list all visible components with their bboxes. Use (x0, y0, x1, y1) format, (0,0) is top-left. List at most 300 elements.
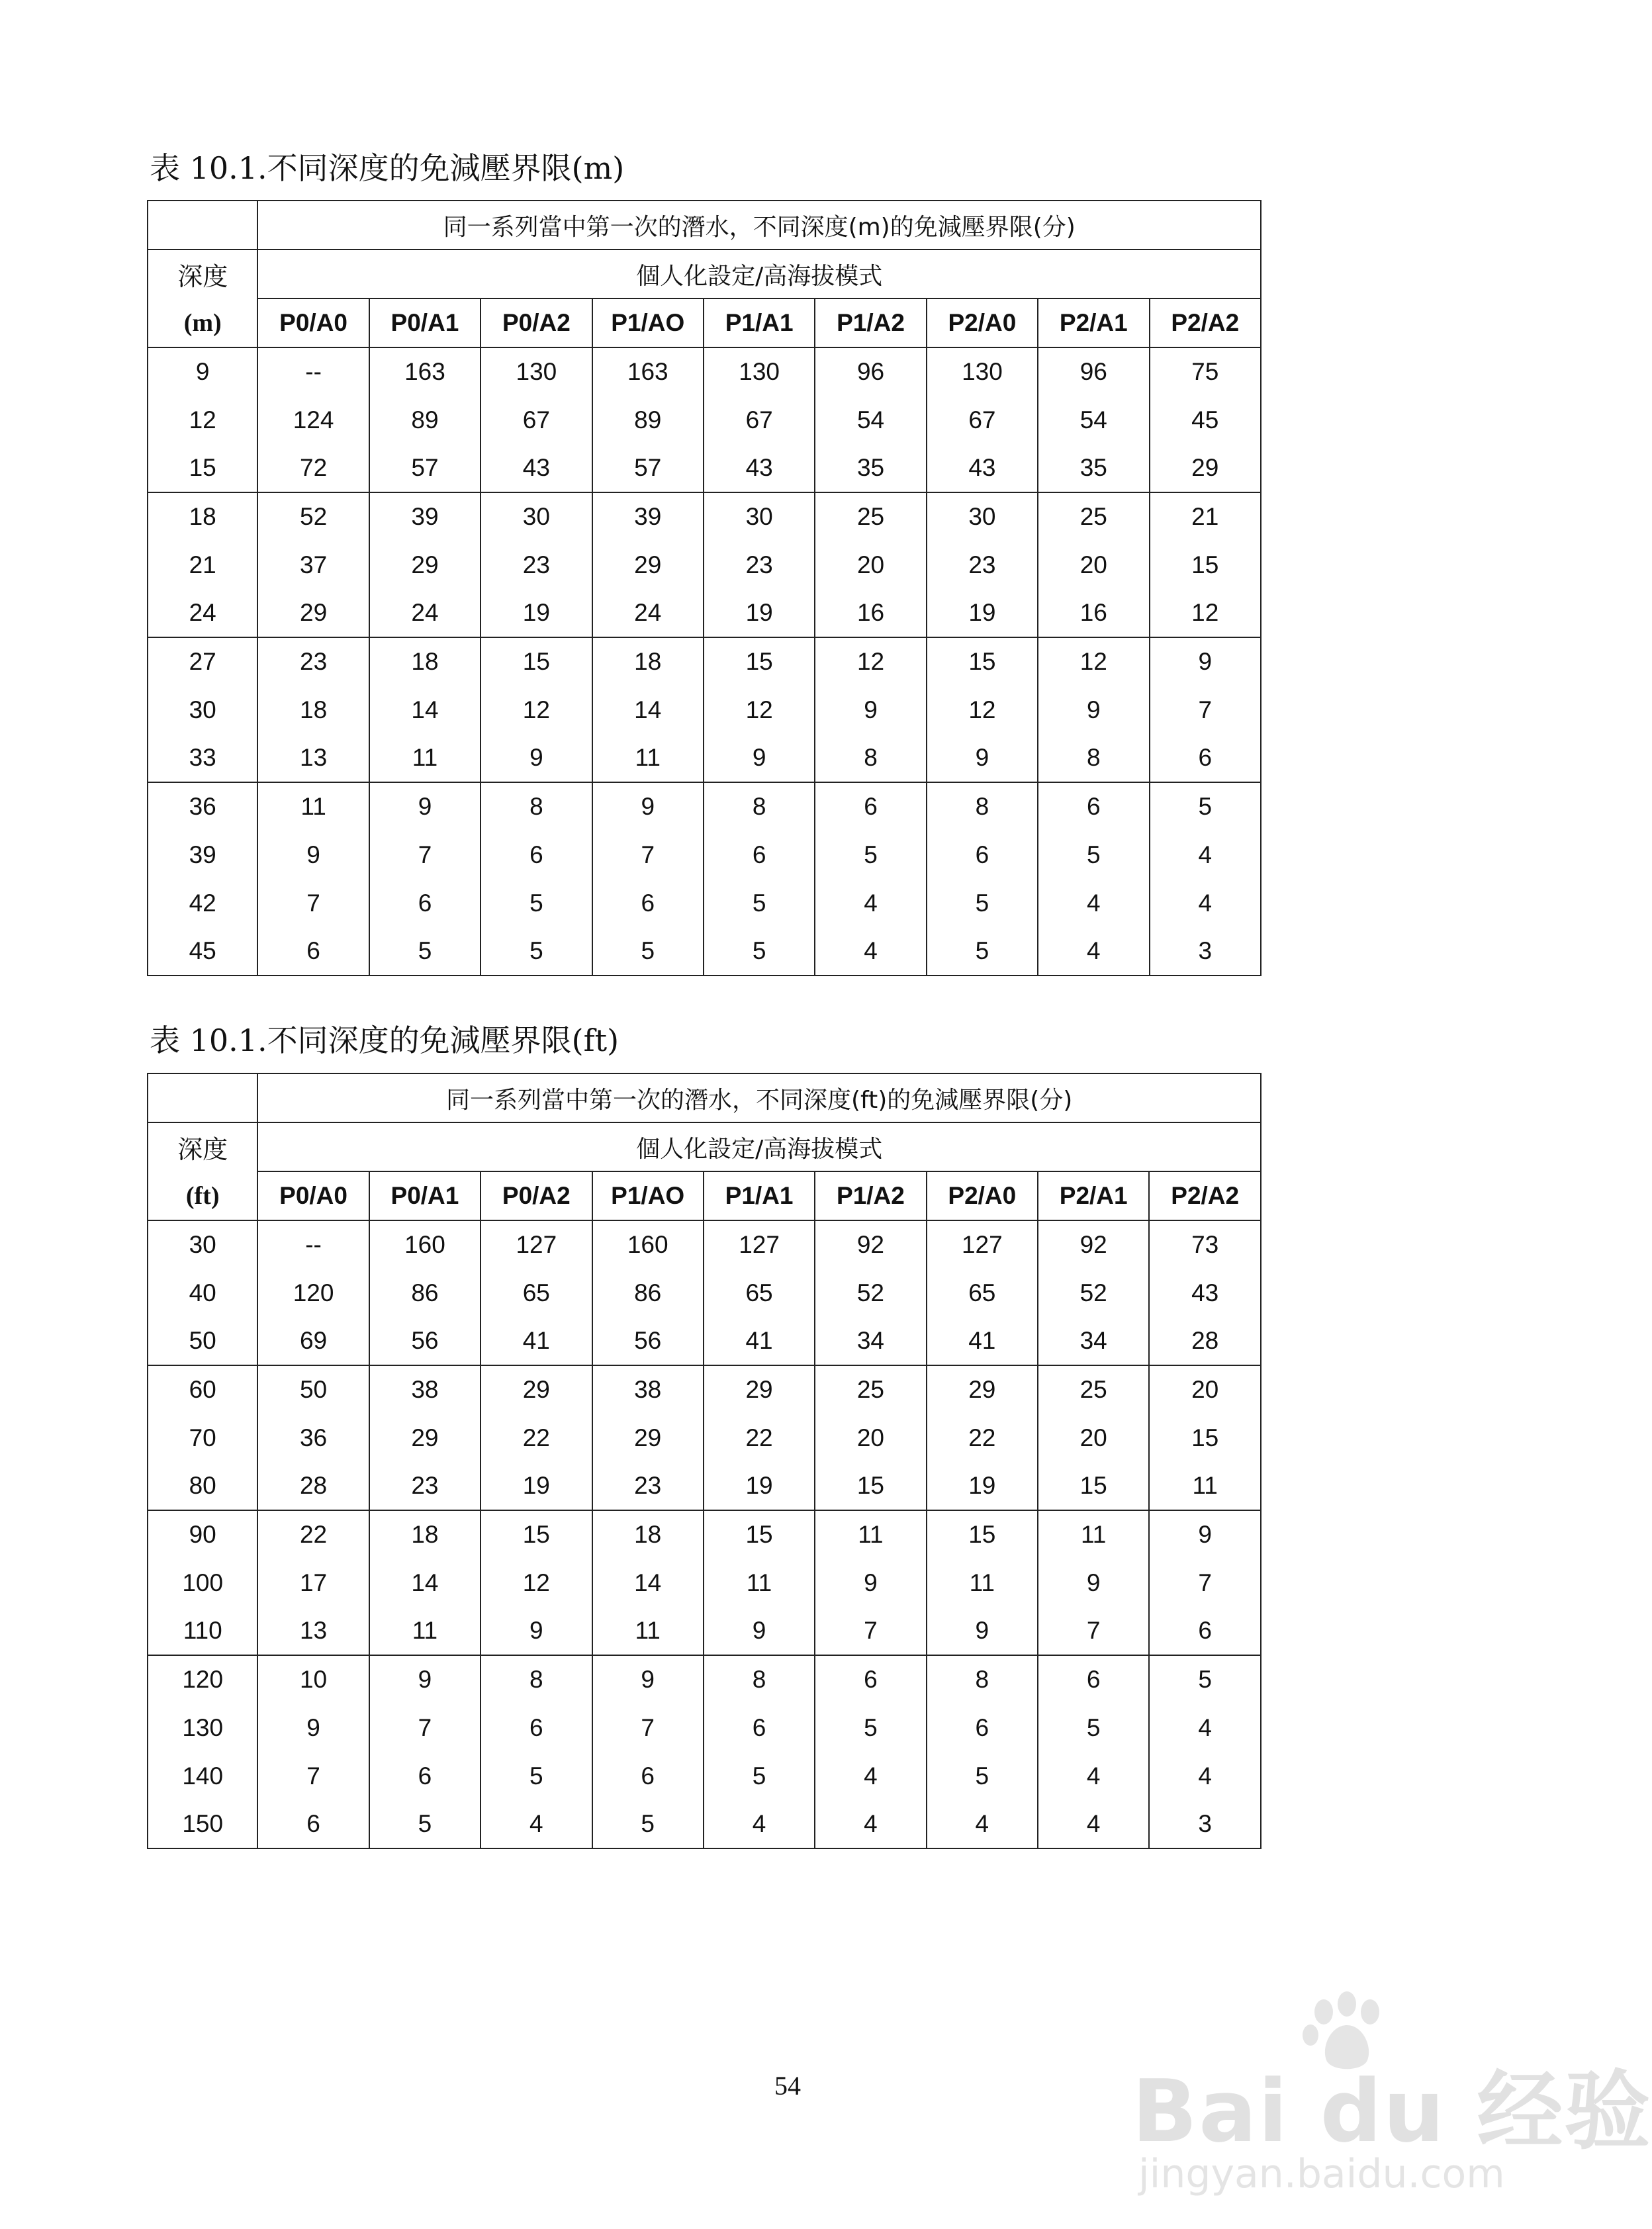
mode-header: P1/A1 (704, 1171, 815, 1220)
depth-cell: 18 (148, 492, 257, 541)
limit-cell: 29 (592, 1414, 704, 1462)
corner-cell (148, 1073, 257, 1122)
mode-header: P1/A2 (815, 1171, 926, 1220)
limit-cell: 4 (1038, 1800, 1149, 1848)
limit-cell: 5 (592, 1800, 704, 1848)
table-row (148, 1704, 1261, 1752)
limit-cell: 6 (1149, 1607, 1261, 1655)
depth-cell: 110 (148, 1607, 257, 1655)
limit-cell: 163 (592, 347, 704, 396)
limit-cell: 9 (815, 1559, 926, 1607)
table-row (148, 686, 1261, 734)
limit-cell: 130 (927, 347, 1038, 396)
limit-cell: 19 (704, 589, 815, 637)
limit-cell: 7 (592, 1704, 704, 1752)
limit-cell: 5 (1149, 1655, 1261, 1704)
table-row (148, 782, 1261, 831)
limit-cell: 160 (369, 1220, 481, 1269)
limit-cell: 22 (257, 1510, 369, 1559)
limit-cell: 57 (592, 444, 704, 492)
limit-cell: 4 (1150, 831, 1261, 879)
limit-cell: 3 (1150, 927, 1261, 976)
limit-cell: 43 (927, 444, 1038, 492)
limit-cell: 5 (815, 1704, 926, 1752)
limit-cell: 4 (1038, 927, 1149, 976)
limit-cell: 12 (481, 1559, 592, 1607)
depth-unit: (m) (148, 298, 257, 347)
limit-cell: 9 (481, 1607, 592, 1655)
limit-cell: 22 (481, 1414, 592, 1462)
limit-cell: 6 (592, 1752, 704, 1800)
limit-cell: 9 (1038, 686, 1149, 734)
table-row (148, 541, 1261, 589)
limit-cell: 43 (1149, 1269, 1261, 1317)
limit-cell: 5 (927, 879, 1038, 927)
limit-cell: 38 (369, 1365, 481, 1414)
limit-cell: 23 (592, 1462, 704, 1510)
table-title: 同一系列當中第一次的潛水，不同深度(ft)的免減壓界限(分) (257, 1073, 1261, 1122)
limit-cell: 14 (369, 686, 481, 734)
limit-cell: 5 (704, 1752, 815, 1800)
table-row (148, 1220, 1261, 1269)
limit-cell: 7 (815, 1607, 926, 1655)
limit-cell: 19 (927, 1462, 1038, 1510)
limit-cell: 75 (1150, 347, 1261, 396)
limit-cell: 15 (481, 1510, 592, 1559)
limit-cell: 5 (1038, 831, 1149, 879)
depth-cell: 40 (148, 1269, 257, 1317)
limit-cell: 25 (815, 1365, 926, 1414)
limit-cell: 11 (369, 734, 481, 782)
limit-cell: 11 (815, 1510, 926, 1559)
limit-cell: 56 (592, 1317, 704, 1365)
limit-cell: 5 (369, 927, 481, 976)
limit-cell: 11 (592, 1607, 704, 1655)
corner-cell (148, 201, 257, 250)
limit-cell: 4 (1149, 1704, 1261, 1752)
limit-cell: 89 (369, 396, 481, 444)
table-row (148, 734, 1261, 782)
limit-cell: 8 (481, 1655, 592, 1704)
limit-cell: 4 (815, 1752, 926, 1800)
row-group (148, 637, 1261, 782)
table-row (148, 637, 1261, 686)
limit-cell: 4 (815, 927, 926, 976)
limit-cell: 67 (704, 396, 815, 444)
limit-cell: -- (257, 347, 369, 396)
limit-cell: 57 (369, 444, 481, 492)
limit-cell: 52 (1038, 1269, 1149, 1317)
mode-header: P1/A2 (815, 298, 926, 347)
limit-cell: 130 (481, 347, 592, 396)
limit-cell: 15 (704, 637, 815, 686)
limit-cell: 8 (704, 1655, 815, 1704)
limit-cell: 4 (927, 1800, 1038, 1848)
limit-cell: 65 (927, 1269, 1038, 1317)
limit-cell: 120 (257, 1269, 369, 1317)
limit-cell: 35 (1038, 444, 1149, 492)
limit-cell: 127 (481, 1220, 592, 1269)
limit-cell: 5 (704, 879, 815, 927)
limit-cell: 29 (1150, 444, 1261, 492)
limit-cell: 6 (481, 831, 592, 879)
limit-cell: 6 (369, 1752, 481, 1800)
limit-cell: 160 (592, 1220, 704, 1269)
limit-cell: 24 (369, 589, 481, 637)
table-row (148, 1559, 1261, 1607)
limit-cell: 11 (704, 1559, 815, 1607)
limit-cell: 15 (1038, 1462, 1149, 1510)
table-row (148, 1462, 1261, 1510)
limit-cell: 41 (481, 1317, 592, 1365)
limit-cell: 15 (704, 1510, 815, 1559)
limit-cell: 9 (927, 734, 1038, 782)
limit-cell: 18 (592, 637, 704, 686)
limit-cell: 23 (369, 1462, 481, 1510)
limit-cell: 13 (257, 1607, 369, 1655)
depth-cell: 100 (148, 1559, 257, 1607)
mode-header: P2/A0 (927, 1171, 1038, 1220)
limit-cell: 8 (927, 782, 1038, 831)
limit-cell: 72 (257, 444, 369, 492)
limit-cell: 56 (369, 1317, 481, 1365)
table-row (148, 1317, 1261, 1365)
depth-cell: 70 (148, 1414, 257, 1462)
limit-cell: 16 (815, 589, 926, 637)
limit-cell: 54 (815, 396, 926, 444)
table-row (148, 589, 1261, 637)
mode-header: P2/A0 (927, 298, 1038, 347)
limit-cell: 9 (369, 782, 481, 831)
limit-cell: 29 (369, 541, 481, 589)
limit-cell: 43 (481, 444, 592, 492)
mode-header: P1/AO (592, 298, 704, 347)
limit-cell: 25 (815, 492, 926, 541)
mode-header: P2/A2 (1149, 1171, 1261, 1220)
limit-cell: 18 (257, 686, 369, 734)
limit-cell: 6 (257, 927, 369, 976)
mode-subtitle: 個人化設定/高海拔模式 (257, 250, 1261, 298)
limit-cell: 34 (815, 1317, 926, 1365)
mode-header: P2/A1 (1038, 1171, 1149, 1220)
table-row (148, 1365, 1261, 1414)
limit-cell: 19 (481, 589, 592, 637)
row-group (148, 1220, 1261, 1365)
table-caption-m: 表 10.1.不同深度的免減壓界限(m) (150, 150, 625, 186)
limit-cell: 20 (815, 541, 926, 589)
table-row (148, 492, 1261, 541)
watermark-logo: Bai du 经验 (1132, 2061, 1652, 2161)
limit-cell: 127 (927, 1220, 1038, 1269)
limit-cell: 29 (592, 541, 704, 589)
limit-cell: 12 (1038, 637, 1149, 686)
depth-cell: 9 (148, 347, 257, 396)
limit-cell: 6 (704, 1704, 815, 1752)
limit-cell: 4 (1038, 1752, 1149, 1800)
limit-cell: 28 (1149, 1317, 1261, 1365)
depth-cell: 27 (148, 637, 257, 686)
limit-cell: 4 (481, 1800, 592, 1848)
mode-header: P0/A2 (481, 1171, 592, 1220)
row-group (148, 492, 1261, 637)
depth-cell: 140 (148, 1752, 257, 1800)
depth-cell: 50 (148, 1317, 257, 1365)
limit-cell: 9 (592, 782, 704, 831)
limit-cell: 14 (592, 1559, 704, 1607)
limit-cell: 9 (1149, 1510, 1261, 1559)
limit-cell: 4 (1149, 1752, 1261, 1800)
mode-header: P0/A1 (369, 298, 481, 347)
depth-cell: 24 (148, 589, 257, 637)
no-deco-table-feet (147, 1073, 1262, 1849)
limit-cell: 6 (369, 879, 481, 927)
row-group (148, 1655, 1261, 1848)
limit-cell: 8 (704, 782, 815, 831)
limit-cell: 65 (704, 1269, 815, 1317)
table-row (148, 1655, 1261, 1704)
limit-cell: 19 (704, 1462, 815, 1510)
mode-subtitle: 個人化設定/高海拔模式 (257, 1122, 1261, 1171)
limit-cell: 5 (704, 927, 815, 976)
limit-cell: 4 (815, 879, 926, 927)
limit-cell: 9 (704, 1607, 815, 1655)
limit-cell: 34 (1038, 1317, 1149, 1365)
mode-header: P0/A2 (481, 298, 592, 347)
depth-cell: 39 (148, 831, 257, 879)
table-row (148, 1414, 1261, 1462)
limit-cell: 25 (1038, 1365, 1149, 1414)
limit-cell: 35 (815, 444, 926, 492)
limit-cell: 18 (369, 1510, 481, 1559)
limit-cell: 11 (1149, 1462, 1261, 1510)
watermark-url: jingyan.baidu.com (1138, 2151, 1505, 2197)
limit-cell: 8 (927, 1655, 1038, 1704)
limit-cell: 14 (592, 686, 704, 734)
limit-cell: 5 (927, 1752, 1038, 1800)
depth-cell: 12 (148, 396, 257, 444)
limit-cell: 6 (257, 1800, 369, 1848)
limit-cell: 15 (927, 1510, 1038, 1559)
limit-cell: 6 (1150, 734, 1261, 782)
limit-cell: 50 (257, 1365, 369, 1414)
limit-cell: 69 (257, 1317, 369, 1365)
limit-cell: 10 (257, 1655, 369, 1704)
mode-header: P1/A1 (704, 298, 815, 347)
limit-cell: 12 (927, 686, 1038, 734)
limit-cell: 7 (592, 831, 704, 879)
limit-cell: 7 (1150, 686, 1261, 734)
limit-cell: 36 (257, 1414, 369, 1462)
limit-cell: 8 (481, 782, 592, 831)
table-row (148, 1269, 1261, 1317)
limit-cell: 65 (481, 1269, 592, 1317)
mode-header: P0/A0 (257, 298, 369, 347)
limit-cell: 92 (1038, 1220, 1149, 1269)
limit-cell: 13 (257, 734, 369, 782)
limit-cell: 92 (815, 1220, 926, 1269)
limit-cell: 41 (704, 1317, 815, 1365)
table-row (148, 444, 1261, 492)
limit-cell: 9 (481, 734, 592, 782)
limit-cell: 15 (927, 637, 1038, 686)
limit-cell: 96 (815, 347, 926, 396)
limit-cell: 43 (704, 444, 815, 492)
limit-cell: 52 (815, 1269, 926, 1317)
limit-cell: 6 (927, 831, 1038, 879)
limit-cell: 11 (257, 782, 369, 831)
limit-cell: 15 (1150, 541, 1261, 589)
limit-cell: 86 (592, 1269, 704, 1317)
limit-cell: 7 (369, 831, 481, 879)
limit-cell: 3 (1149, 1800, 1261, 1848)
limit-cell: 7 (369, 1704, 481, 1752)
limit-cell: 4 (1150, 879, 1261, 927)
limit-cell: 11 (1038, 1510, 1149, 1559)
limit-cell: 20 (1038, 541, 1149, 589)
limit-cell: 20 (1149, 1365, 1261, 1414)
limit-cell: 5 (481, 1752, 592, 1800)
limit-cell: 17 (257, 1559, 369, 1607)
limit-cell: 30 (927, 492, 1038, 541)
limit-cell: 45 (1150, 396, 1261, 444)
limit-cell: 21 (1150, 492, 1261, 541)
limit-cell: 6 (481, 1704, 592, 1752)
limit-cell: 7 (257, 879, 369, 927)
limit-cell: 11 (369, 1607, 481, 1655)
limit-cell: 29 (369, 1414, 481, 1462)
limit-cell: 52 (257, 492, 369, 541)
limit-cell: -- (257, 1220, 369, 1269)
limit-cell: 9 (815, 686, 926, 734)
table-row (148, 927, 1261, 976)
depth-cell: 30 (148, 1220, 257, 1269)
limit-cell: 29 (481, 1365, 592, 1414)
limit-cell: 6 (815, 782, 926, 831)
limit-cell: 14 (369, 1559, 481, 1607)
limit-cell: 5 (481, 879, 592, 927)
limit-cell: 23 (704, 541, 815, 589)
limit-cell: 6 (1038, 782, 1149, 831)
limit-cell: 9 (1038, 1559, 1149, 1607)
limit-cell: 12 (1150, 589, 1261, 637)
limit-cell: 9 (369, 1655, 481, 1704)
limit-cell: 5 (369, 1800, 481, 1848)
depth-cell: 42 (148, 879, 257, 927)
limit-cell: 15 (815, 1462, 926, 1510)
table-row (148, 347, 1261, 396)
mode-header: P0/A0 (257, 1171, 369, 1220)
limit-cell: 9 (1150, 637, 1261, 686)
limit-cell: 67 (927, 396, 1038, 444)
limit-cell: 41 (927, 1317, 1038, 1365)
limit-cell: 5 (927, 927, 1038, 976)
limit-cell: 9 (257, 831, 369, 879)
limit-cell: 6 (1038, 1655, 1149, 1704)
limit-cell: 96 (1038, 347, 1149, 396)
limit-cell: 7 (1038, 1607, 1149, 1655)
mode-header: P2/A1 (1038, 298, 1149, 347)
no-deco-table-meters (147, 200, 1262, 976)
limit-cell: 18 (369, 637, 481, 686)
limit-cell: 124 (257, 396, 369, 444)
limit-cell: 4 (704, 1800, 815, 1848)
limit-cell: 9 (592, 1655, 704, 1704)
table-row (148, 1607, 1261, 1655)
limit-cell: 54 (1038, 396, 1149, 444)
depth-cell: 90 (148, 1510, 257, 1559)
limit-cell: 6 (815, 1655, 926, 1704)
limit-cell: 37 (257, 541, 369, 589)
limit-cell: 4 (1038, 879, 1149, 927)
watermark (1119, 1985, 1652, 2204)
mode-header: P1/AO (592, 1171, 704, 1220)
limit-cell: 5 (1150, 782, 1261, 831)
limit-cell: 22 (704, 1414, 815, 1462)
row-group (148, 1510, 1261, 1655)
limit-cell: 38 (592, 1365, 704, 1414)
depth-label: 深度 (148, 250, 257, 298)
limit-cell: 7 (257, 1752, 369, 1800)
depth-cell: 120 (148, 1655, 257, 1704)
limit-cell: 8 (1038, 734, 1149, 782)
limit-cell: 20 (815, 1414, 926, 1462)
limit-cell: 6 (704, 831, 815, 879)
row-group (148, 347, 1261, 492)
limit-cell: 89 (592, 396, 704, 444)
limit-cell: 39 (592, 492, 704, 541)
depth-cell: 130 (148, 1704, 257, 1752)
depth-label: 深度 (148, 1122, 257, 1171)
limit-cell: 30 (704, 492, 815, 541)
limit-cell: 19 (481, 1462, 592, 1510)
mode-header: P2/A2 (1150, 298, 1261, 347)
limit-cell: 23 (927, 541, 1038, 589)
limit-cell: 9 (704, 734, 815, 782)
limit-cell: 163 (369, 347, 481, 396)
limit-cell: 67 (481, 396, 592, 444)
limit-cell: 29 (704, 1365, 815, 1414)
table-caption-ft: 表 10.1.不同深度的免減壓界限(ft) (150, 1023, 620, 1058)
limit-cell: 12 (815, 637, 926, 686)
limit-cell: 12 (481, 686, 592, 734)
limit-cell: 28 (257, 1462, 369, 1510)
depth-cell: 45 (148, 927, 257, 976)
limit-cell: 7 (1149, 1559, 1261, 1607)
table-row (148, 1800, 1261, 1848)
limit-cell: 11 (927, 1559, 1038, 1607)
depth-cell: 21 (148, 541, 257, 589)
limit-cell: 23 (257, 637, 369, 686)
limit-cell: 5 (481, 927, 592, 976)
row-group (148, 1365, 1261, 1510)
limit-cell: 9 (927, 1607, 1038, 1655)
limit-cell: 73 (1149, 1220, 1261, 1269)
table-title: 同一系列當中第一次的潛水，不同深度(m)的免減壓界限(分) (257, 201, 1261, 250)
table-row (148, 1752, 1261, 1800)
limit-cell: 30 (481, 492, 592, 541)
limit-cell: 6 (592, 879, 704, 927)
limit-cell: 18 (592, 1510, 704, 1559)
depth-cell: 30 (148, 686, 257, 734)
limit-cell: 15 (1149, 1414, 1261, 1462)
limit-cell: 11 (592, 734, 704, 782)
limit-cell: 130 (704, 347, 815, 396)
table-row (148, 831, 1261, 879)
limit-cell: 5 (592, 927, 704, 976)
limit-cell: 5 (1038, 1704, 1149, 1752)
limit-cell: 12 (704, 686, 815, 734)
mode-header: P0/A1 (369, 1171, 481, 1220)
